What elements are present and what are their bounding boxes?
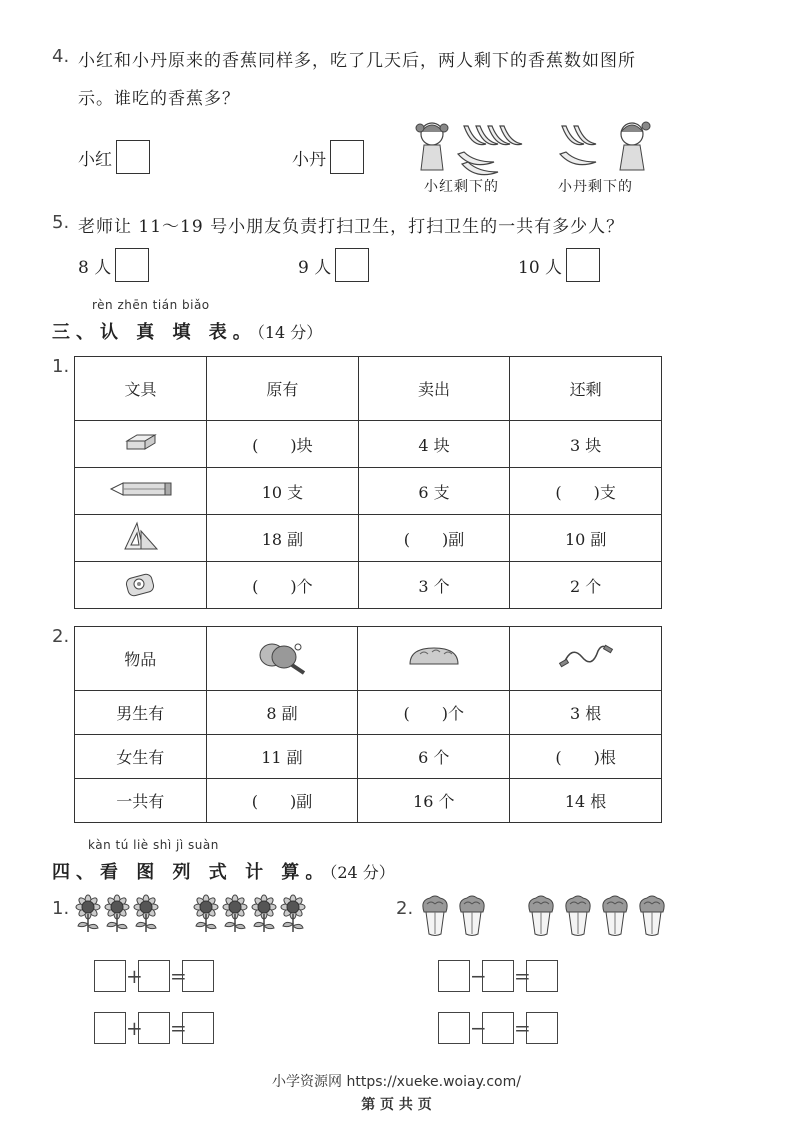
table-cell[interactable]: ( )个 bbox=[358, 691, 510, 735]
p2-equation-2 bbox=[438, 1012, 558, 1044]
q5-answer-box-3[interactable] bbox=[566, 248, 600, 282]
table-cell: 18 副 bbox=[207, 515, 359, 562]
q5-option-3 bbox=[518, 248, 600, 282]
q4-line1: 小红和小丹原来的香蕉同样多，吃了几天后，两人剩下的香蕉数如图所 bbox=[78, 51, 636, 71]
section3-title-text: 三、认 真 填 表。 bbox=[52, 322, 257, 343]
stationery-table bbox=[74, 356, 662, 609]
q5-text: 老师让 11～19 号小朋友负责打扫卫生，打扫卫生的一共有多少人？ bbox=[78, 217, 625, 237]
table-cell: 6 支 bbox=[358, 468, 510, 515]
banana-bunch-icon bbox=[560, 126, 596, 165]
q4-option-a bbox=[78, 140, 150, 174]
cabbage-icon bbox=[635, 894, 669, 938]
row-label: 女生有 bbox=[75, 735, 207, 779]
q4-caption-a: 小红剩下的 bbox=[424, 179, 499, 195]
table-cell: 6 个 bbox=[358, 735, 510, 779]
table-cell[interactable]: ( )支 bbox=[510, 468, 662, 515]
q5-answer-box-2[interactable] bbox=[335, 248, 369, 282]
header-cell: 物品 bbox=[75, 627, 207, 691]
xiaodan-bananas-illustration bbox=[556, 118, 666, 178]
table-cell[interactable]: ( )块 bbox=[207, 421, 359, 468]
answer-box[interactable] bbox=[94, 1012, 126, 1044]
cabbage-icon bbox=[561, 894, 595, 938]
table-cell: 3 根 bbox=[510, 691, 662, 735]
table-row bbox=[75, 562, 662, 609]
q5-option-2-label: 9 人 bbox=[298, 257, 332, 278]
footer-page: 第 页 共 页 bbox=[361, 1097, 432, 1113]
section3-pinyin: rèn zhēn tián biǎo bbox=[92, 298, 210, 312]
header-cell: 文具 bbox=[75, 357, 207, 421]
answer-box[interactable] bbox=[138, 960, 170, 992]
cabbage-icon bbox=[598, 894, 632, 938]
pencil-icon bbox=[75, 468, 207, 515]
answer-box[interactable] bbox=[182, 1012, 214, 1044]
sunflower-icon bbox=[250, 894, 278, 934]
table-cell: 16 个 bbox=[358, 779, 510, 823]
q4-option-b bbox=[292, 140, 364, 174]
triangle-ruler-icon bbox=[75, 515, 207, 562]
table-row bbox=[75, 735, 662, 779]
footer-site: 小学资源网 https://xueke.woiay.com/ bbox=[272, 1074, 521, 1090]
bread-icon bbox=[358, 627, 510, 691]
p2-number: 2. bbox=[396, 898, 414, 919]
answer-box[interactable] bbox=[438, 1012, 470, 1044]
q5-option-1 bbox=[78, 248, 149, 282]
table-row bbox=[75, 691, 662, 735]
sunflower-group-1 bbox=[74, 894, 161, 938]
eraser-icon bbox=[75, 421, 207, 468]
plus-sign: + bbox=[126, 1016, 143, 1040]
section4-title-text: 四、看 图 列 式 计 算。 bbox=[52, 862, 330, 883]
plus-sign: + bbox=[126, 964, 143, 988]
table-cell: 3 块 bbox=[510, 421, 662, 468]
sunflower-icon bbox=[192, 894, 220, 934]
answer-box[interactable] bbox=[138, 1012, 170, 1044]
table-cell: 3 个 bbox=[358, 562, 510, 609]
table-cell: 10 支 bbox=[207, 468, 359, 515]
section4-points: （24 分） bbox=[329, 863, 395, 882]
table-cell: 10 副 bbox=[510, 515, 662, 562]
section4-title bbox=[52, 858, 395, 884]
sunflower-icon bbox=[279, 894, 307, 934]
cabbage-group-1 bbox=[418, 894, 492, 942]
table-cell[interactable]: ( )个 bbox=[207, 562, 359, 609]
q5-option-3-label: 10 人 bbox=[518, 257, 563, 278]
table-header-row bbox=[75, 357, 662, 421]
sunflower-icon bbox=[103, 894, 131, 934]
answer-box[interactable] bbox=[94, 960, 126, 992]
answer-box[interactable] bbox=[526, 1012, 558, 1044]
table-cell[interactable]: ( )副 bbox=[358, 515, 510, 562]
girl-icon bbox=[620, 122, 650, 170]
table-header-row bbox=[75, 627, 662, 691]
p1-equation-1 bbox=[94, 960, 214, 992]
table-row bbox=[75, 779, 662, 823]
q5-option-1-label: 8 人 bbox=[78, 257, 112, 278]
answer-box[interactable] bbox=[526, 960, 558, 992]
p2-equation-1 bbox=[438, 960, 558, 992]
ping-pong-paddles-icon bbox=[206, 627, 358, 691]
table-cell: 2 个 bbox=[510, 562, 662, 609]
q4-caption-b: 小丹剩下的 bbox=[558, 179, 633, 195]
minus-sign: − bbox=[470, 1016, 487, 1040]
cabbage-group-2 bbox=[524, 894, 672, 942]
q4-option-b-label: 小丹 bbox=[292, 149, 326, 170]
table-cell[interactable]: ( )根 bbox=[510, 735, 662, 779]
sunflower-icon bbox=[132, 894, 160, 934]
q4-answer-box-a[interactable] bbox=[116, 140, 150, 174]
xiaohong-bananas-illustration bbox=[412, 118, 542, 178]
equals-sign: = bbox=[514, 964, 531, 988]
table1-number: 1. bbox=[52, 356, 70, 377]
sunflower-group-2 bbox=[192, 894, 308, 938]
girl-icon bbox=[416, 123, 448, 170]
minus-sign: − bbox=[470, 964, 487, 988]
row-label: 男生有 bbox=[75, 691, 207, 735]
table-cell[interactable]: ( )副 bbox=[206, 779, 358, 823]
pencil-sharpener-icon bbox=[75, 562, 207, 609]
q5-option-2 bbox=[298, 248, 369, 282]
jump-rope-icon bbox=[510, 627, 662, 691]
row-label: 一共有 bbox=[75, 779, 207, 823]
section3-title bbox=[52, 318, 322, 344]
equals-sign: = bbox=[514, 1016, 531, 1040]
answer-box[interactable] bbox=[482, 960, 514, 992]
header-cell: 卖出 bbox=[358, 357, 510, 421]
table-row bbox=[75, 468, 662, 515]
equals-sign: = bbox=[170, 964, 187, 988]
banana-bunch-icon bbox=[458, 126, 522, 175]
sunflower-icon bbox=[74, 894, 102, 934]
q4-line2: 示。谁吃的香蕉多？ bbox=[78, 89, 240, 109]
table-cell: 4 块 bbox=[358, 421, 510, 468]
section3-points: （14 分） bbox=[256, 323, 323, 342]
q5-answer-box-1[interactable] bbox=[115, 248, 149, 282]
cabbage-icon bbox=[455, 894, 489, 938]
p1-equation-2 bbox=[94, 1012, 214, 1044]
equals-sign: = bbox=[170, 1016, 187, 1040]
table-row bbox=[75, 515, 662, 562]
table-cell: 11 副 bbox=[206, 735, 358, 779]
items-table bbox=[74, 626, 662, 823]
p1-number: 1. bbox=[52, 898, 70, 919]
table-cell: 14 根 bbox=[510, 779, 662, 823]
answer-box[interactable] bbox=[438, 960, 470, 992]
answer-box[interactable] bbox=[182, 960, 214, 992]
cabbage-icon bbox=[418, 894, 452, 938]
section4-pinyin: kàn tú liè shì jì suàn bbox=[88, 838, 219, 852]
table2-number: 2. bbox=[52, 626, 70, 647]
q4-number: 4. bbox=[52, 46, 70, 67]
header-cell: 还剩 bbox=[510, 357, 662, 421]
cabbage-icon bbox=[524, 894, 558, 938]
sunflower-icon bbox=[221, 894, 249, 934]
q5-number: 5. bbox=[52, 212, 70, 233]
header-cell: 原有 bbox=[207, 357, 359, 421]
table-row bbox=[75, 421, 662, 468]
answer-box[interactable] bbox=[482, 1012, 514, 1044]
table-cell: 8 副 bbox=[206, 691, 358, 735]
q4-option-a-label: 小红 bbox=[78, 149, 112, 170]
q4-answer-box-b[interactable] bbox=[330, 140, 364, 174]
